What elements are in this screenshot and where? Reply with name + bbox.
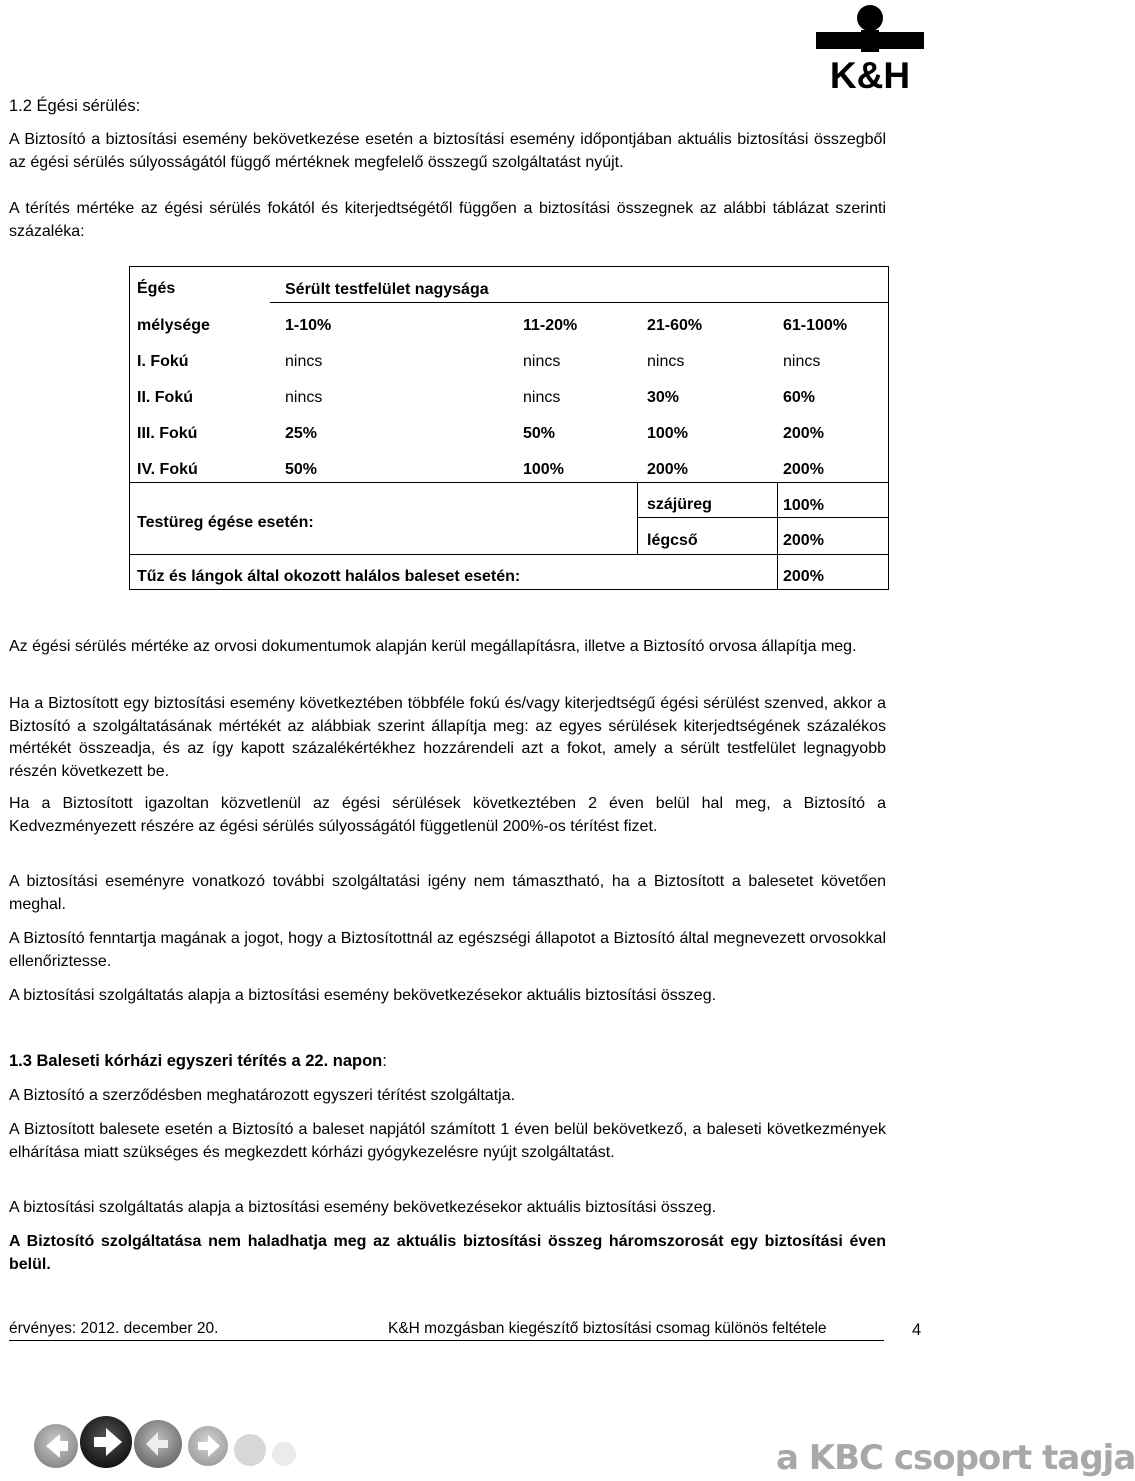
table-cell: 200% bbox=[647, 461, 688, 478]
table-cell: 30% bbox=[647, 389, 680, 406]
cavity-item-label: légcső bbox=[647, 532, 698, 549]
footer-title: K&H mozgásban kiegészítő biztosítási csomag különös feltétele bbox=[388, 1320, 827, 1337]
section-1-2-para-2: A térítés mértéke az égési sérülés fokától és kiterjedtségétől függően a biztosítási összegnek az alábbi táblázat szerinti százaléka: bbox=[9, 200, 886, 240]
section-1-2-heading: 1.2 Égési sérülés: bbox=[9, 97, 141, 115]
table-cell: 200% bbox=[783, 461, 824, 478]
table-cell: nincs bbox=[523, 389, 561, 406]
burn-table bbox=[129, 266, 889, 590]
fatal-value: 200% bbox=[783, 568, 824, 585]
table-cell: nincs bbox=[647, 353, 685, 370]
section-1-3-para-2: A Biztosított balesete esetén a Biztosító a baleset napjától számított 1 éven belül bekövetkező, a baleseti következmények elhárítása miatt szükséges és megkezdett kórházi gyógykezelésre nyújt szolgáltatást. bbox=[9, 1121, 886, 1161]
cavity-item-value: 200% bbox=[783, 532, 824, 549]
column-header: 11-20% bbox=[523, 317, 578, 334]
paragraph: Ha a Biztosított egy biztosítási esemény következtében többféle fokú és/vagy kiterjedtségű égési sérülést szenved, akkor a Biztosító a szolgáltatásának mértékét az alábbiak szerint állapítja meg: az egyes sérülések kiterjedtségének százalékos mértékét összeadja, és az így kapott százalékértékhez hozzárendeli azt a fokot, amely a sérült testfelület legnagyobb részén következett be. bbox=[9, 695, 886, 780]
table-cell: 100% bbox=[647, 425, 688, 442]
header-depth-1: Égés bbox=[137, 280, 176, 297]
column-header: 61-100% bbox=[783, 317, 848, 334]
cavity-label: Testüreg égése esetén: bbox=[137, 514, 314, 531]
logo-text: K&H bbox=[829, 55, 911, 96]
table-cell: nincs bbox=[285, 389, 323, 406]
section-1-3-heading-colon: : bbox=[382, 1052, 387, 1070]
table-cell: 200% bbox=[783, 425, 824, 442]
page-number: 4 bbox=[912, 1321, 922, 1339]
paragraph: A biztosítási szolgáltatás alapja a biztosítási esemény bekövetkezésekor aktuális biztosítási összeg. bbox=[9, 987, 717, 1004]
section-1-3-para-4: A Biztosító szolgáltatása nem haladhatja meg az aktuális biztosítási összeg háromszorosát egy biztosítási éven belül. bbox=[9, 1233, 886, 1273]
column-header: 21-60% bbox=[647, 317, 703, 334]
row-label: I. Fokú bbox=[137, 353, 189, 370]
footer-valid-date: érvényes: 2012. december 20. bbox=[9, 1320, 219, 1337]
header-depth-2: mélysége bbox=[137, 317, 210, 334]
table-cell: nincs bbox=[285, 353, 323, 370]
paragraph: A biztosítási eseményre vonatkozó további szolgáltatási igény nem támasztható, ha a Biztosított a balesetet követően meghal. bbox=[9, 873, 886, 913]
header-surface: Sérült testfelület nagysága bbox=[285, 281, 489, 298]
section-1-2-para-1: A Biztosító a biztosítási esemény bekövetkezése esetén a biztosítási esemény időpontjában aktuális biztosítási összegből az égési sérülés súlyosságától függő mértéknek megfelelő összegű szolgáltatást nyújt. bbox=[9, 131, 886, 171]
table-cell: 50% bbox=[285, 461, 318, 478]
section-1-3-para-1: A Biztosító a szerződésben meghatározott egyszeri térítést szolgáltatja. bbox=[9, 1087, 516, 1104]
table-cell: nincs bbox=[523, 353, 561, 370]
paragraph: Ha a Biztosított igazoltan közvetlenül az égési sérülések következtében 2 éven belül hal meg, a Biztosító a Kedvezményezett részére az égési sérülés súlyosságától függetlenül 200%-os térítést fizet. bbox=[9, 795, 886, 835]
row-label: III. Fokú bbox=[137, 425, 198, 442]
column-header: 1-10% bbox=[285, 317, 332, 334]
section-1-3-para-3: A biztosítási szolgáltatás alapja a biztosítási esemény bekövetkezésekor aktuális biztosítási összeg. bbox=[9, 1199, 717, 1216]
section-1-3-heading bbox=[9, 1052, 387, 1071]
arrows-decoration-icon bbox=[32, 1404, 332, 1481]
paragraph: A Biztosító fenntartja magának a jogot, hogy a Biztosítottnál az egészségi állapotot a Biztosító által megnevezett orvosokkal ellenőriztesse. bbox=[9, 930, 886, 970]
table-cell: 60% bbox=[783, 389, 816, 406]
row-label: IV. Fokú bbox=[137, 461, 198, 478]
fatal-label: Tűz és lángok által okozott halálos baleset esetén: bbox=[137, 568, 521, 585]
paragraph: Az égési sérülés mértéke az orvosi dokumentumok alapján kerül megállapításra, illetve a Biztosító orvosa állapítja meg. bbox=[9, 638, 857, 655]
row-label: II. Fokú bbox=[137, 389, 193, 406]
table-cell: nincs bbox=[783, 353, 821, 370]
table-cell: 25% bbox=[285, 425, 318, 442]
table-cell: 100% bbox=[523, 461, 564, 478]
kh-logo bbox=[812, 2, 928, 96]
table-cell: 50% bbox=[523, 425, 556, 442]
section-1-3-heading-bold: 1.3 Baleseti kórházi egyszeri térítés a 22. napon bbox=[9, 1052, 383, 1070]
cavity-item-label: szájüreg bbox=[647, 496, 712, 513]
footer-divider bbox=[9, 1340, 884, 1341]
cavity-item-value: 100% bbox=[783, 497, 824, 514]
kbc-group-tagline: a KBC csoport tagja bbox=[776, 1438, 1135, 1478]
